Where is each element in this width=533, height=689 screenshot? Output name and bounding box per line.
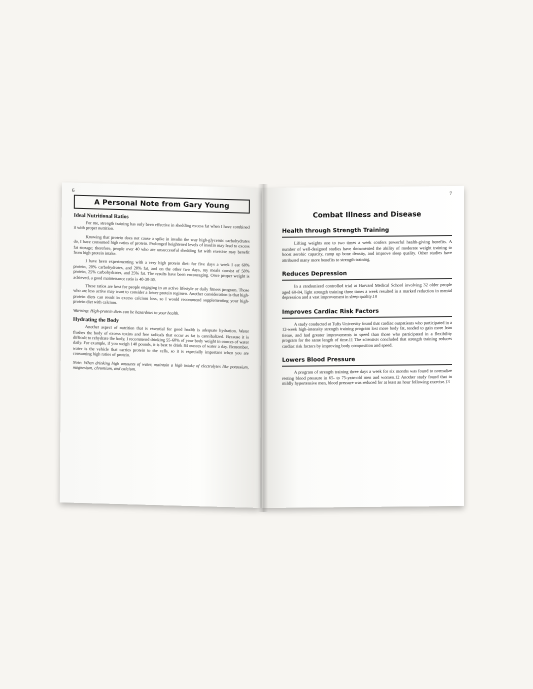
section-rule <box>282 316 452 319</box>
right-page-content <box>282 206 452 389</box>
nutrition-ratios-heading: Ideal Nutritional Ratios <box>73 212 129 221</box>
left-page <box>60 182 262 508</box>
section-heading: Reduces Depression <box>282 271 347 278</box>
section-rule <box>282 278 452 281</box>
section-heading: Health through Strength Training <box>282 227 390 235</box>
left-paragraph-1: For me, strength training has only been effective in shedding excess fat when I have combined it with proper nutrition. <box>73 220 250 232</box>
protein-warning: Warning: High-protein diets can be hazardous to your health. <box>73 307 180 316</box>
section-text: A program of strength training three days a week for six months was found to normalize resting blood pressure in 65- to 75-year-old men and women.12 Another study found that in mildly hypertensive men, blood pressure was reduced for at least an hour following exercise.13 <box>282 368 452 386</box>
section-cardiac <box>282 308 452 349</box>
open-booklet <box>62 188 464 508</box>
section-text: A study conducted at Tufts University found that cardiac outpatients who participated in a 12-week high-intensity strength training program lost more body fat, tended to gain more lean tissue, and had greater improvements in speed than those who participated in a flexibility program for the same length of time.11 The scientists concluded that strength training reduces cardiac risk factors by improving body composition and speed. <box>282 319 452 349</box>
electrolyte-note: Note: When drinking high amounts of water, maintain a high intake of electrolytes like potassium, magnesium, chromium, and calcium. <box>72 359 249 372</box>
section-heading: Lowers Blood Pressure <box>282 357 356 364</box>
personal-note-title: A Personal Note from Gary Young <box>74 195 250 214</box>
section-rule <box>282 364 452 367</box>
left-paragraph-3: I have been experimenting with a very high protein diet: for five days a week I eat 60% protein, 20% carbohydrates, and 20% fat, and on the other two days, my meals consist of 50% protein, 25% carbohydrates, and 25% fat. The results have been encouraging. Once proper weight is achieved, a good maintenance ratio is 40-30-30. <box>73 258 250 282</box>
section-heading: Improves Cardiac Risk Factors <box>282 308 379 316</box>
book-gutter-shadow <box>258 184 268 512</box>
hydration-heading: Hydrating the Body <box>73 316 119 325</box>
hydration-paragraph: Another aspect of nutrition that is essential for good health is adequate hydration. Water flushes the body of excess toxins and free radicals that occur as fat is cannibalized. Because it is difficult to rehydrate the body, I recommend drinking 55-60% of your body weight in ounces of water daily. For example, if you weigh 140 pounds, it is best to drink 84 ounces of water a day. Remember, water is the vehicle that carries protein to the cells, so it is especially important when you are consuming high ratios of protein. <box>72 324 250 358</box>
right-page-number: 7 <box>449 192 452 198</box>
left-page-content <box>73 195 250 378</box>
right-page <box>262 186 464 508</box>
section-text: Lifting weights one to two times a week confers powerful health-giving benefits. A number of well-designed studies have documented the ability of moderate weight training to boost aerobic capacity, ramp up bone density, and improve sleep quality. Other studies have attributed many more benefits to strength training. <box>282 239 452 263</box>
left-paragraph-4: These ratios are best for people engaging in an active lifestyle or daily fitness program. Those who are less active may want to consider a lower protein regimen. Another consideration is that high-protein diets can result in excess calcium loss, so I would recommend supplementing your high-protein diet with calcium. <box>73 283 250 306</box>
left-paragraph-2: Knowing that protein does not cause a spike in insulin the way high-glycemic carbohydrates do, I have consumed high ratios of protein. Prolonged heightened levels of insulin may lead to excess fat storage; therefore, people over 40 who are unsuccessful shedding fat with exercise may benefit from high protein intake. <box>73 233 250 256</box>
section-text: In a randomized controlled trial at Harvard Medical School involving 32 older people aged 60-84, light strength training three times a week resulted in a marked reduction in mental depression and a vast improvement in sleep quality.10 <box>282 282 452 300</box>
section-depression <box>282 270 452 300</box>
left-page-number: 6 <box>71 188 75 194</box>
section-strength-training <box>282 227 452 263</box>
section-rule <box>282 235 452 238</box>
combat-illness-title: Combat Illness and Disease <box>312 210 422 220</box>
section-blood-pressure <box>282 356 452 386</box>
